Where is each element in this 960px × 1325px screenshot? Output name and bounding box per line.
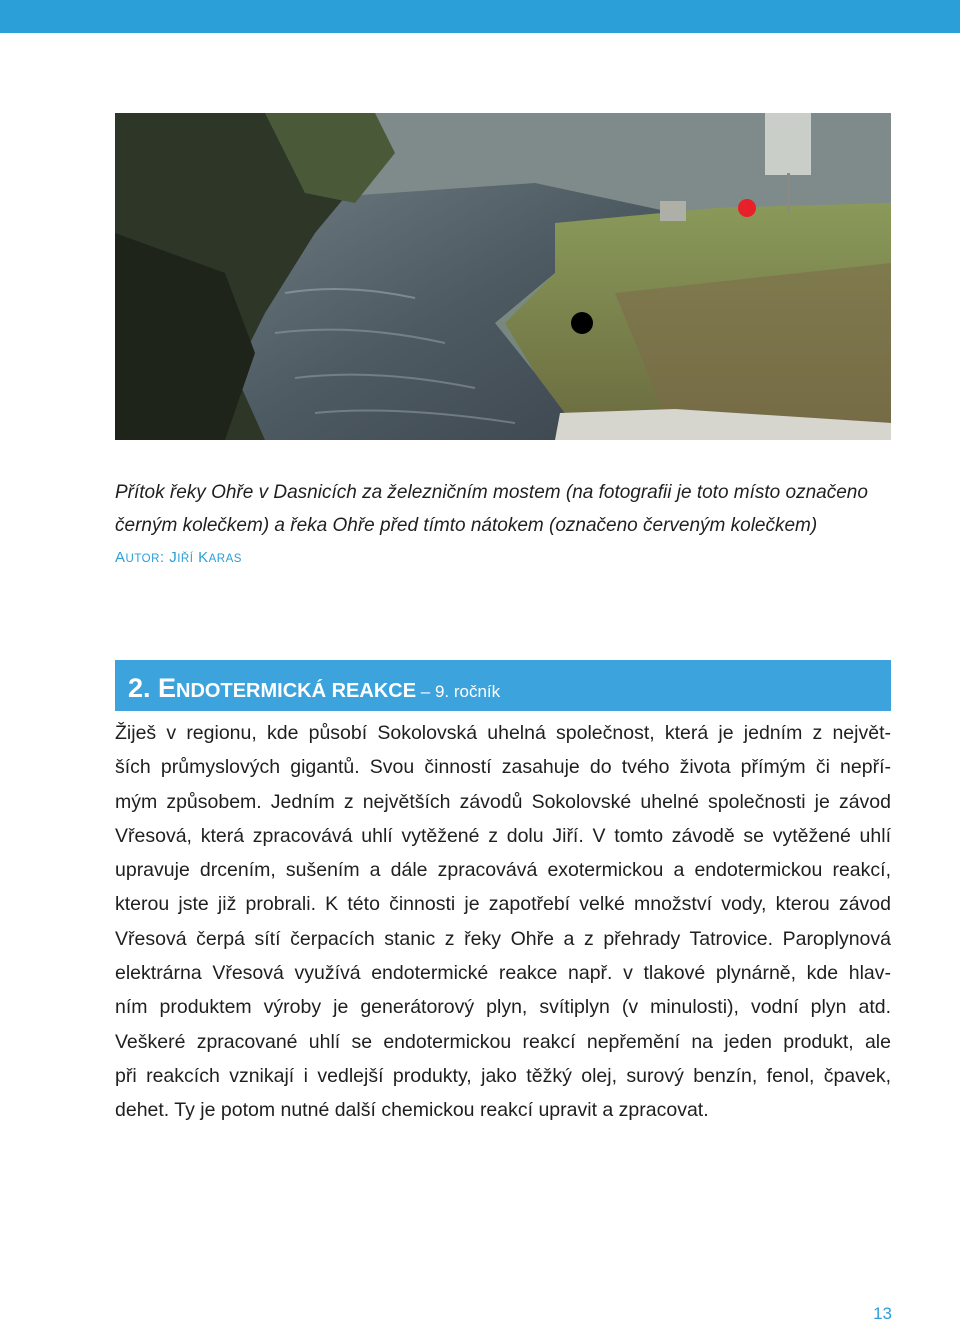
author-label-initial: A <box>115 549 126 566</box>
body-line: ním produktem výroby je generátorový plyn, svítiplyn (v minulosti), vodní plyn atd. <box>115 996 891 1019</box>
body-line: Vřesová čerpá sítí čerpacích stanic z řeky Ohře a z přehrady Tatrovice. Paroplynová <box>115 927 891 950</box>
body-line: Veškeré zpracované uhlí se endotermickou reakcí nepřemění na jeden produkt, ale <box>115 1030 891 1053</box>
body-line: Vřesová, která zpracovává uhlí vytěžené z dolu Jiří. V tomto závodě se vytěžené uhlí <box>115 824 891 847</box>
photo-caption <box>115 476 905 542</box>
author-last-rest: ARAS <box>208 553 242 565</box>
section-header <box>115 660 891 711</box>
section-number: 2. <box>128 673 159 703</box>
section-title-rest: NDOTERMICKÁ REAKCE <box>176 680 417 702</box>
section-grade: – 9. ročník <box>416 682 501 701</box>
body-line: upravuje drcením, sušením a dále zpracovává exotermickou a endotermickou reakcí, <box>115 859 891 882</box>
author-last-initial: K <box>198 549 209 566</box>
body-line: při reakcích vznikají i vedlejší produkty, jako těžký olej, surový benzín, fenol, čpavek, <box>115 1064 891 1087</box>
body-line: kterou jste již probrali. K této činnosti je zapotřebí velké množství vody, kterou závod <box>115 893 891 916</box>
red-marker-icon <box>738 199 756 217</box>
top-bar <box>0 0 960 33</box>
black-marker-icon <box>571 312 593 334</box>
body-line: mým způsobem. Jedním z největších závodů Sokolovské uhelné společnosti je závod <box>115 790 891 813</box>
body-line: dehet. Ty je potom nutné další chemickou reakcí upravit a zpracovat. <box>115 1099 709 1122</box>
author-first-rest: IŘÍ <box>177 553 194 565</box>
section-title <box>128 673 500 707</box>
author-first-initial: J <box>169 549 178 566</box>
body-line: Žiješ v regionu, kde působí Sokolovská uhelná společnost, která je jedním z největ- <box>115 722 891 744</box>
caption-line-2: černým kolečkem) a řeka Ohře před tímto nátokem (označeno červeným kolečkem) <box>115 515 818 536</box>
author-separator: : <box>159 549 170 566</box>
body-paragraph <box>115 716 891 1128</box>
section-title-initial: E <box>158 673 177 703</box>
body-line: elektrárna Vřesová využívá endotermické reakce např. v tlakové plynárně, kde hlav- <box>115 962 891 985</box>
author-label-rest: UTOR <box>125 553 160 565</box>
caption-line-1: Přítok řeky Ohře v Dasnicích za železničním mostem (na fotografii je toto místo označeno <box>115 482 868 503</box>
body-line: ších průmyslových gigantů. Svou činností zasahuje do tvého života přímým či nepří- <box>115 756 891 779</box>
river-photo-image <box>115 113 891 440</box>
photo-author <box>115 549 242 566</box>
river-photo <box>115 113 891 440</box>
page-number: 13 <box>873 1304 892 1323</box>
